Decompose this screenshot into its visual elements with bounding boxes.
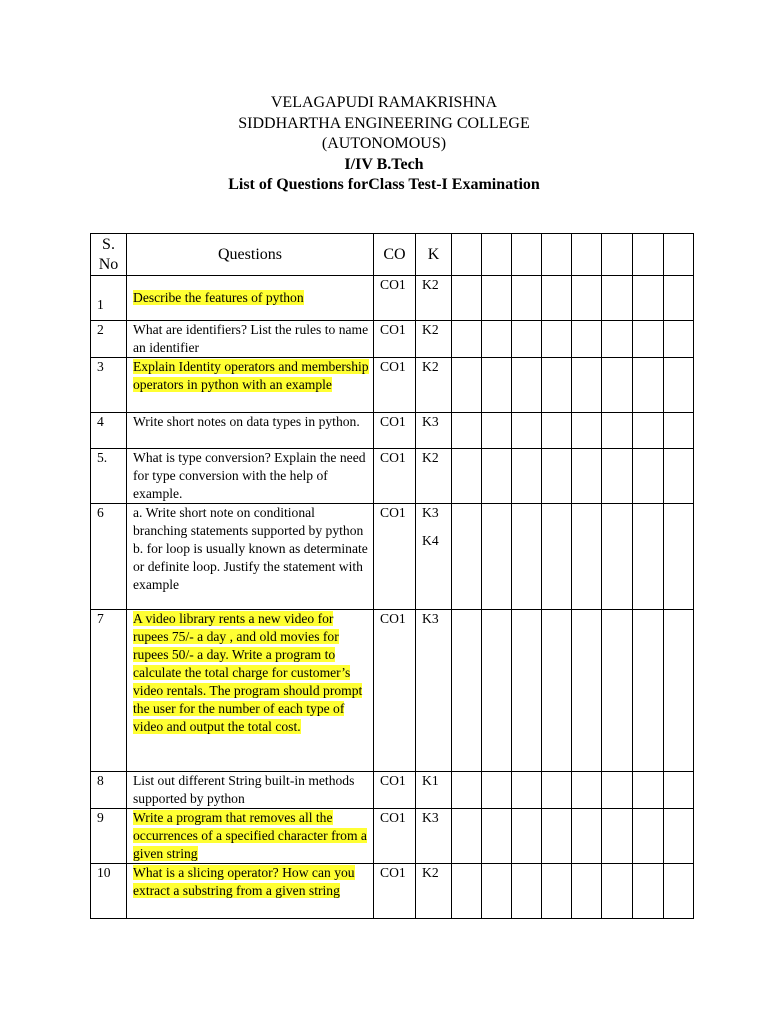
empty-cell [602,234,633,276]
college-name-line1: VELAGAPUDI RAMAKRISHNA [270,94,498,111]
empty-cell [512,504,542,610]
question-text [127,504,374,610]
empty-cell [572,234,602,276]
serial-number: 8 [91,772,127,809]
knowledge-level: K2 [416,449,452,504]
serial-number: 6 [91,504,127,610]
table-row [91,504,694,610]
empty-cell [633,449,664,504]
empty-cell [602,772,633,809]
header-co: CO [374,234,416,276]
table-row [91,358,694,413]
course-outcome: CO1 [374,864,416,919]
knowledge-level: K2 [416,276,452,321]
course-outcome: CO1 [374,358,416,413]
serial-number: 5. [91,449,127,504]
document-header [0,93,768,196]
empty-cell [482,864,512,919]
empty-cell [512,809,542,864]
empty-cell [602,321,633,358]
knowledge-level: K1 [416,772,452,809]
empty-cell [664,321,694,358]
serial-number: 7 [91,610,127,772]
empty-cell [482,413,512,449]
question-text [127,358,374,413]
empty-cell [633,504,664,610]
empty-cell [664,449,694,504]
empty-cell [572,610,602,772]
empty-cell [482,321,512,358]
empty-cell [482,276,512,321]
empty-cell [542,449,572,504]
serial-number: 2 [91,321,127,358]
knowledge-level: K3 [416,809,452,864]
empty-cell [512,610,542,772]
empty-cell [512,772,542,809]
empty-cell [542,276,572,321]
course-outcome: CO1 [374,276,416,321]
empty-cell [512,321,542,358]
empty-cell [633,413,664,449]
empty-cell [572,504,602,610]
knowledge-level-a: K3 [422,505,439,520]
empty-cell [602,610,633,772]
question-label: What are identifiers? List the rules to name an identifier [133,322,369,355]
serial-number: 9 [91,809,127,864]
empty-cell [664,234,694,276]
knowledge-level: K2 [416,321,452,358]
course-outcome: CO1 [374,610,416,772]
question-text [127,449,374,504]
empty-cell [542,864,572,919]
empty-cell [512,276,542,321]
question-label: Describe the features of python [133,290,304,305]
table-row [91,276,694,321]
empty-cell [602,864,633,919]
empty-cell [664,504,694,610]
empty-cell [452,413,482,449]
empty-cell [542,358,572,413]
serial-number: 10 [91,864,127,919]
empty-cell [572,772,602,809]
course-outcome: CO1 [374,504,416,610]
empty-cell [482,809,512,864]
question-label: List out different String built-in methods supported by python [133,773,355,806]
empty-cell [512,358,542,413]
header-questions: Questions [127,234,374,276]
serial-number: 1 [91,276,127,321]
empty-cell [602,358,633,413]
empty-cell [633,809,664,864]
empty-cell [542,234,572,276]
question-text [127,809,374,864]
empty-cell [452,321,482,358]
empty-cell [633,321,664,358]
question-label: Write a program that removes all the occurrences of a specified character from a given string [133,810,367,861]
empty-cell [572,413,602,449]
question-text [127,772,374,809]
empty-cell [542,413,572,449]
table-row [91,809,694,864]
question-text [127,276,374,321]
knowledge-level-b: K4 [422,533,439,548]
header-sno: S. No [91,234,127,276]
table-row [91,449,694,504]
empty-cell [633,276,664,321]
course-outcome: CO1 [374,449,416,504]
empty-cell [542,504,572,610]
questions-table [90,233,694,919]
empty-cell [572,358,602,413]
empty-cell [452,864,482,919]
empty-cell [633,358,664,413]
course-outcome: CO1 [374,772,416,809]
table-header-row [91,234,694,276]
spacer [422,522,448,532]
empty-cell [452,772,482,809]
table-row [91,610,694,772]
empty-cell [482,358,512,413]
knowledge-level: K2 [416,864,452,919]
autonomous-status: (AUTONOMOUS) [321,135,447,152]
course-outcome: CO1 [374,809,416,864]
empty-cell [452,276,482,321]
empty-cell [633,610,664,772]
question-label: A video library rents a new video for rupees 75/- a day , and old movies for rupees 50/- a day. Write a program to calculate the total charge for customer’s video rentals. The program should prompt the user for the number of each type of video and output the total cost. [133,611,363,734]
empty-cell [512,449,542,504]
question-label: Explain Identity operators and membership operators in python with an example [133,359,369,392]
table-row [91,864,694,919]
question-label: What is type conversion? Explain the need for type conversion with the help of example. [133,450,366,501]
table-row [91,772,694,809]
empty-cell [482,610,512,772]
question-label: What is a slicing operator? How can you extract a substring from a given string [133,865,355,898]
empty-cell [572,276,602,321]
knowledge-level [416,504,452,610]
empty-cell [572,449,602,504]
question-part-a: a. Write short note on conditional branching statements supported by python [133,505,364,538]
empty-cell [452,449,482,504]
empty-cell [633,772,664,809]
empty-cell [602,276,633,321]
empty-cell [572,864,602,919]
empty-cell [664,358,694,413]
knowledge-level: K3 [416,610,452,772]
empty-cell [542,321,572,358]
question-text [127,864,374,919]
empty-cell [512,864,542,919]
empty-cell [482,234,512,276]
empty-cell [602,809,633,864]
empty-cell [633,864,664,919]
empty-cell [452,234,482,276]
question-text [127,321,374,358]
college-name-line2: SIDDHARTHA ENGINEERING COLLEGE [238,114,530,132]
empty-cell [664,276,694,321]
empty-cell [633,234,664,276]
knowledge-level: K2 [416,358,452,413]
empty-cell [602,449,633,504]
empty-cell [664,413,694,449]
empty-cell [572,809,602,864]
empty-cell [452,809,482,864]
empty-cell [512,234,542,276]
empty-cell [664,772,694,809]
empty-cell [664,610,694,772]
empty-cell [482,504,512,610]
document-title: List of Questions forClass Test-I Examination [228,176,540,193]
empty-cell [512,413,542,449]
empty-cell [452,358,482,413]
table-row [91,321,694,358]
empty-cell [452,504,482,610]
question-text [127,413,374,449]
empty-cell [482,449,512,504]
course-outcome: CO1 [374,413,416,449]
empty-cell [664,809,694,864]
empty-cell [452,610,482,772]
empty-cell [602,413,633,449]
empty-cell [542,809,572,864]
header-k: K [416,234,452,276]
empty-cell [542,610,572,772]
table-row [91,413,694,449]
question-label: Write short notes on data types in python. [133,414,360,429]
question-text [127,610,374,772]
empty-cell [542,772,572,809]
knowledge-level: K3 [416,413,452,449]
empty-cell [664,864,694,919]
serial-number: 4 [91,413,127,449]
program-name: I/IV B.Tech [344,155,424,173]
empty-cell [482,772,512,809]
empty-cell [602,504,633,610]
empty-cell [572,321,602,358]
course-outcome: CO1 [374,321,416,358]
serial-number: 3 [91,358,127,413]
question-part-b: b. for loop is usually known as determinate or definite loop. Justify the statement with example [133,541,368,592]
